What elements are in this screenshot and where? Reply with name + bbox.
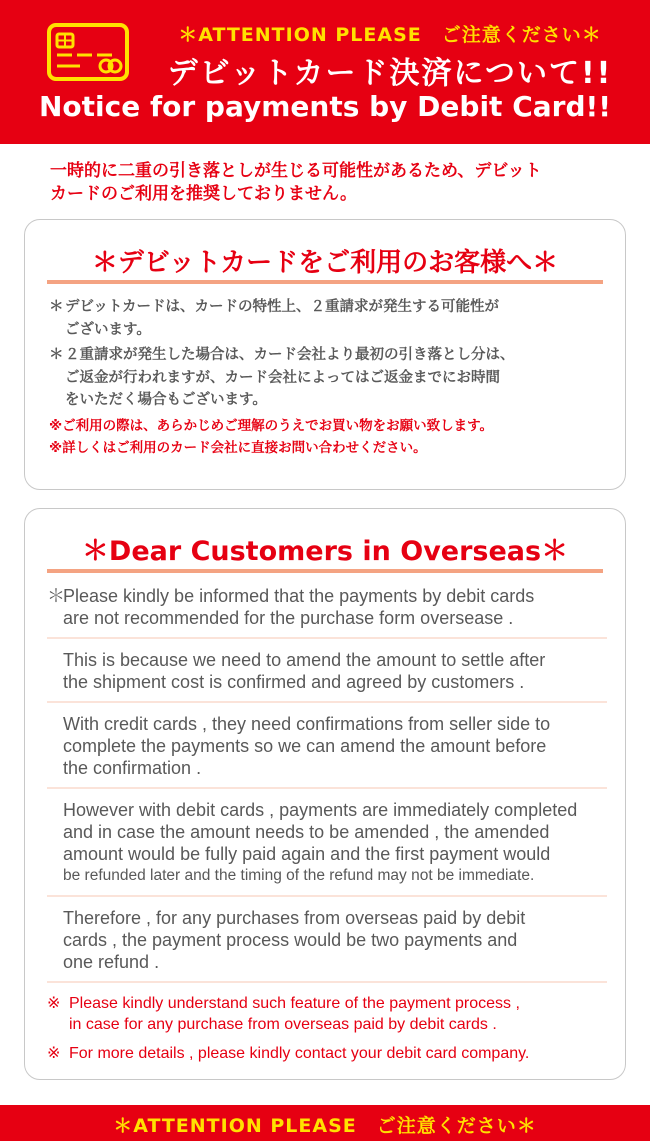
paragraph-line: amount would be fully paid again and the first payment would [63, 844, 551, 864]
heading-rule [47, 569, 603, 573]
japanese-notice-box [24, 219, 626, 490]
paragraph-divider [47, 637, 607, 639]
paragraph-divider [47, 981, 607, 983]
title-japanese: デビットカード決済について!! [167, 56, 613, 91]
english-paragraph [47, 713, 607, 787]
english-paragraph [47, 799, 607, 895]
note-line: ございます。 [65, 321, 151, 338]
english-box-heading: ＊Dear Customers in Overseas＊ [81, 536, 569, 567]
bullet-mark: ＊ [47, 586, 65, 606]
paragraph-divider [47, 787, 607, 789]
japanese-red-note: ※ご利用の際は、あらかじめご理解のうえでお買い物をお願い致します。 [49, 417, 494, 434]
attention-banner-top: ＊ATTENTION PLEASE ご注意ください＊ [178, 24, 602, 46]
english-paragraph [47, 907, 607, 981]
note-line: ご返金が行われますが、カード会社によってはご返金までにお時間 [65, 369, 500, 386]
paragraph-line: However with debit cards , payments are immediately completed [63, 800, 578, 820]
heading-rule [47, 280, 603, 284]
paragraph-line: complete the payments so we can amend the amount before [63, 736, 547, 756]
paragraph-line: be refunded later and the timing of the refund may not be immediate. [63, 867, 535, 884]
english-red-notes [47, 993, 607, 1064]
reference-mark: ※ [47, 995, 61, 1012]
intro-text [50, 160, 620, 206]
paragraph-line: one refund . [63, 952, 160, 972]
paragraph-line: Please kindly be informed that the payments by debit cards [63, 586, 535, 606]
intro-line: 一時的に二重の引き落としが生じる可能性があるため、デビット [50, 161, 542, 181]
paragraph-line: Therefore , for any purchases from overseas paid by debit [63, 908, 526, 928]
japanese-note [49, 296, 619, 341]
title-english: Notice for payments by Debit Card!! [38, 90, 612, 123]
english-red-note [47, 993, 607, 1035]
paragraph-line: and in case the amount needs to be amended , the amended [63, 822, 550, 842]
red-note-line: For more details , please kindly contact your debit card company. [69, 1045, 530, 1062]
reference-mark: ※ [47, 1045, 61, 1062]
paragraph-divider [47, 895, 607, 897]
english-paragraphs [47, 585, 607, 1072]
intro-line: カードのご利用を推奨しておりません。 [50, 184, 358, 204]
japanese-notes [49, 296, 619, 459]
credit-card-icon [46, 22, 130, 82]
paragraph-line: With credit cards , they need confirmations from seller side to [63, 714, 551, 734]
japanese-box-heading: ＊デビットカードをご利用のお客様へ＊ [91, 248, 559, 278]
japanese-note [49, 344, 619, 412]
red-note-line: in case for any purchase from overseas paid by debit cards . [69, 1016, 497, 1033]
paragraph-line: the confirmation . [63, 758, 202, 778]
japanese-red-note: ※詳しくはご利用のカード会社に直接お問い合わせください。 [49, 439, 427, 456]
footer-banner [0, 1105, 650, 1141]
note-line: をいただく場合もございます。 [65, 392, 267, 408]
bullet-mark: ＊ [49, 347, 64, 363]
paragraph-line: the shipment cost is confirmed and agreed by customers . [63, 672, 525, 692]
note-line: ２重請求が発生した場合は、カード会社より最初の引き落とし分は、 [65, 347, 515, 363]
english-notice-box [24, 508, 626, 1080]
english-paragraph [47, 649, 607, 701]
paragraph-divider [47, 701, 607, 703]
paragraph-line: cards , the payment process would be two payments and [63, 930, 518, 950]
red-note-line: Please kindly understand such feature of the payment process , [69, 995, 520, 1012]
paragraph-line: are not recommended for the purchase form oversease . [63, 608, 514, 628]
bullet-mark: ＊ [49, 299, 64, 315]
attention-banner-bottom: ＊ATTENTION PLEASE ご注意ください＊ [113, 1115, 537, 1137]
english-paragraph [47, 585, 607, 637]
english-red-note [47, 1043, 607, 1064]
header-banner [0, 0, 650, 144]
paragraph-line: This is because we need to amend the amount to settle after [63, 650, 546, 670]
note-line: デビットカードは、カードの特性上、２重請求が発生する可能性が [65, 299, 499, 315]
